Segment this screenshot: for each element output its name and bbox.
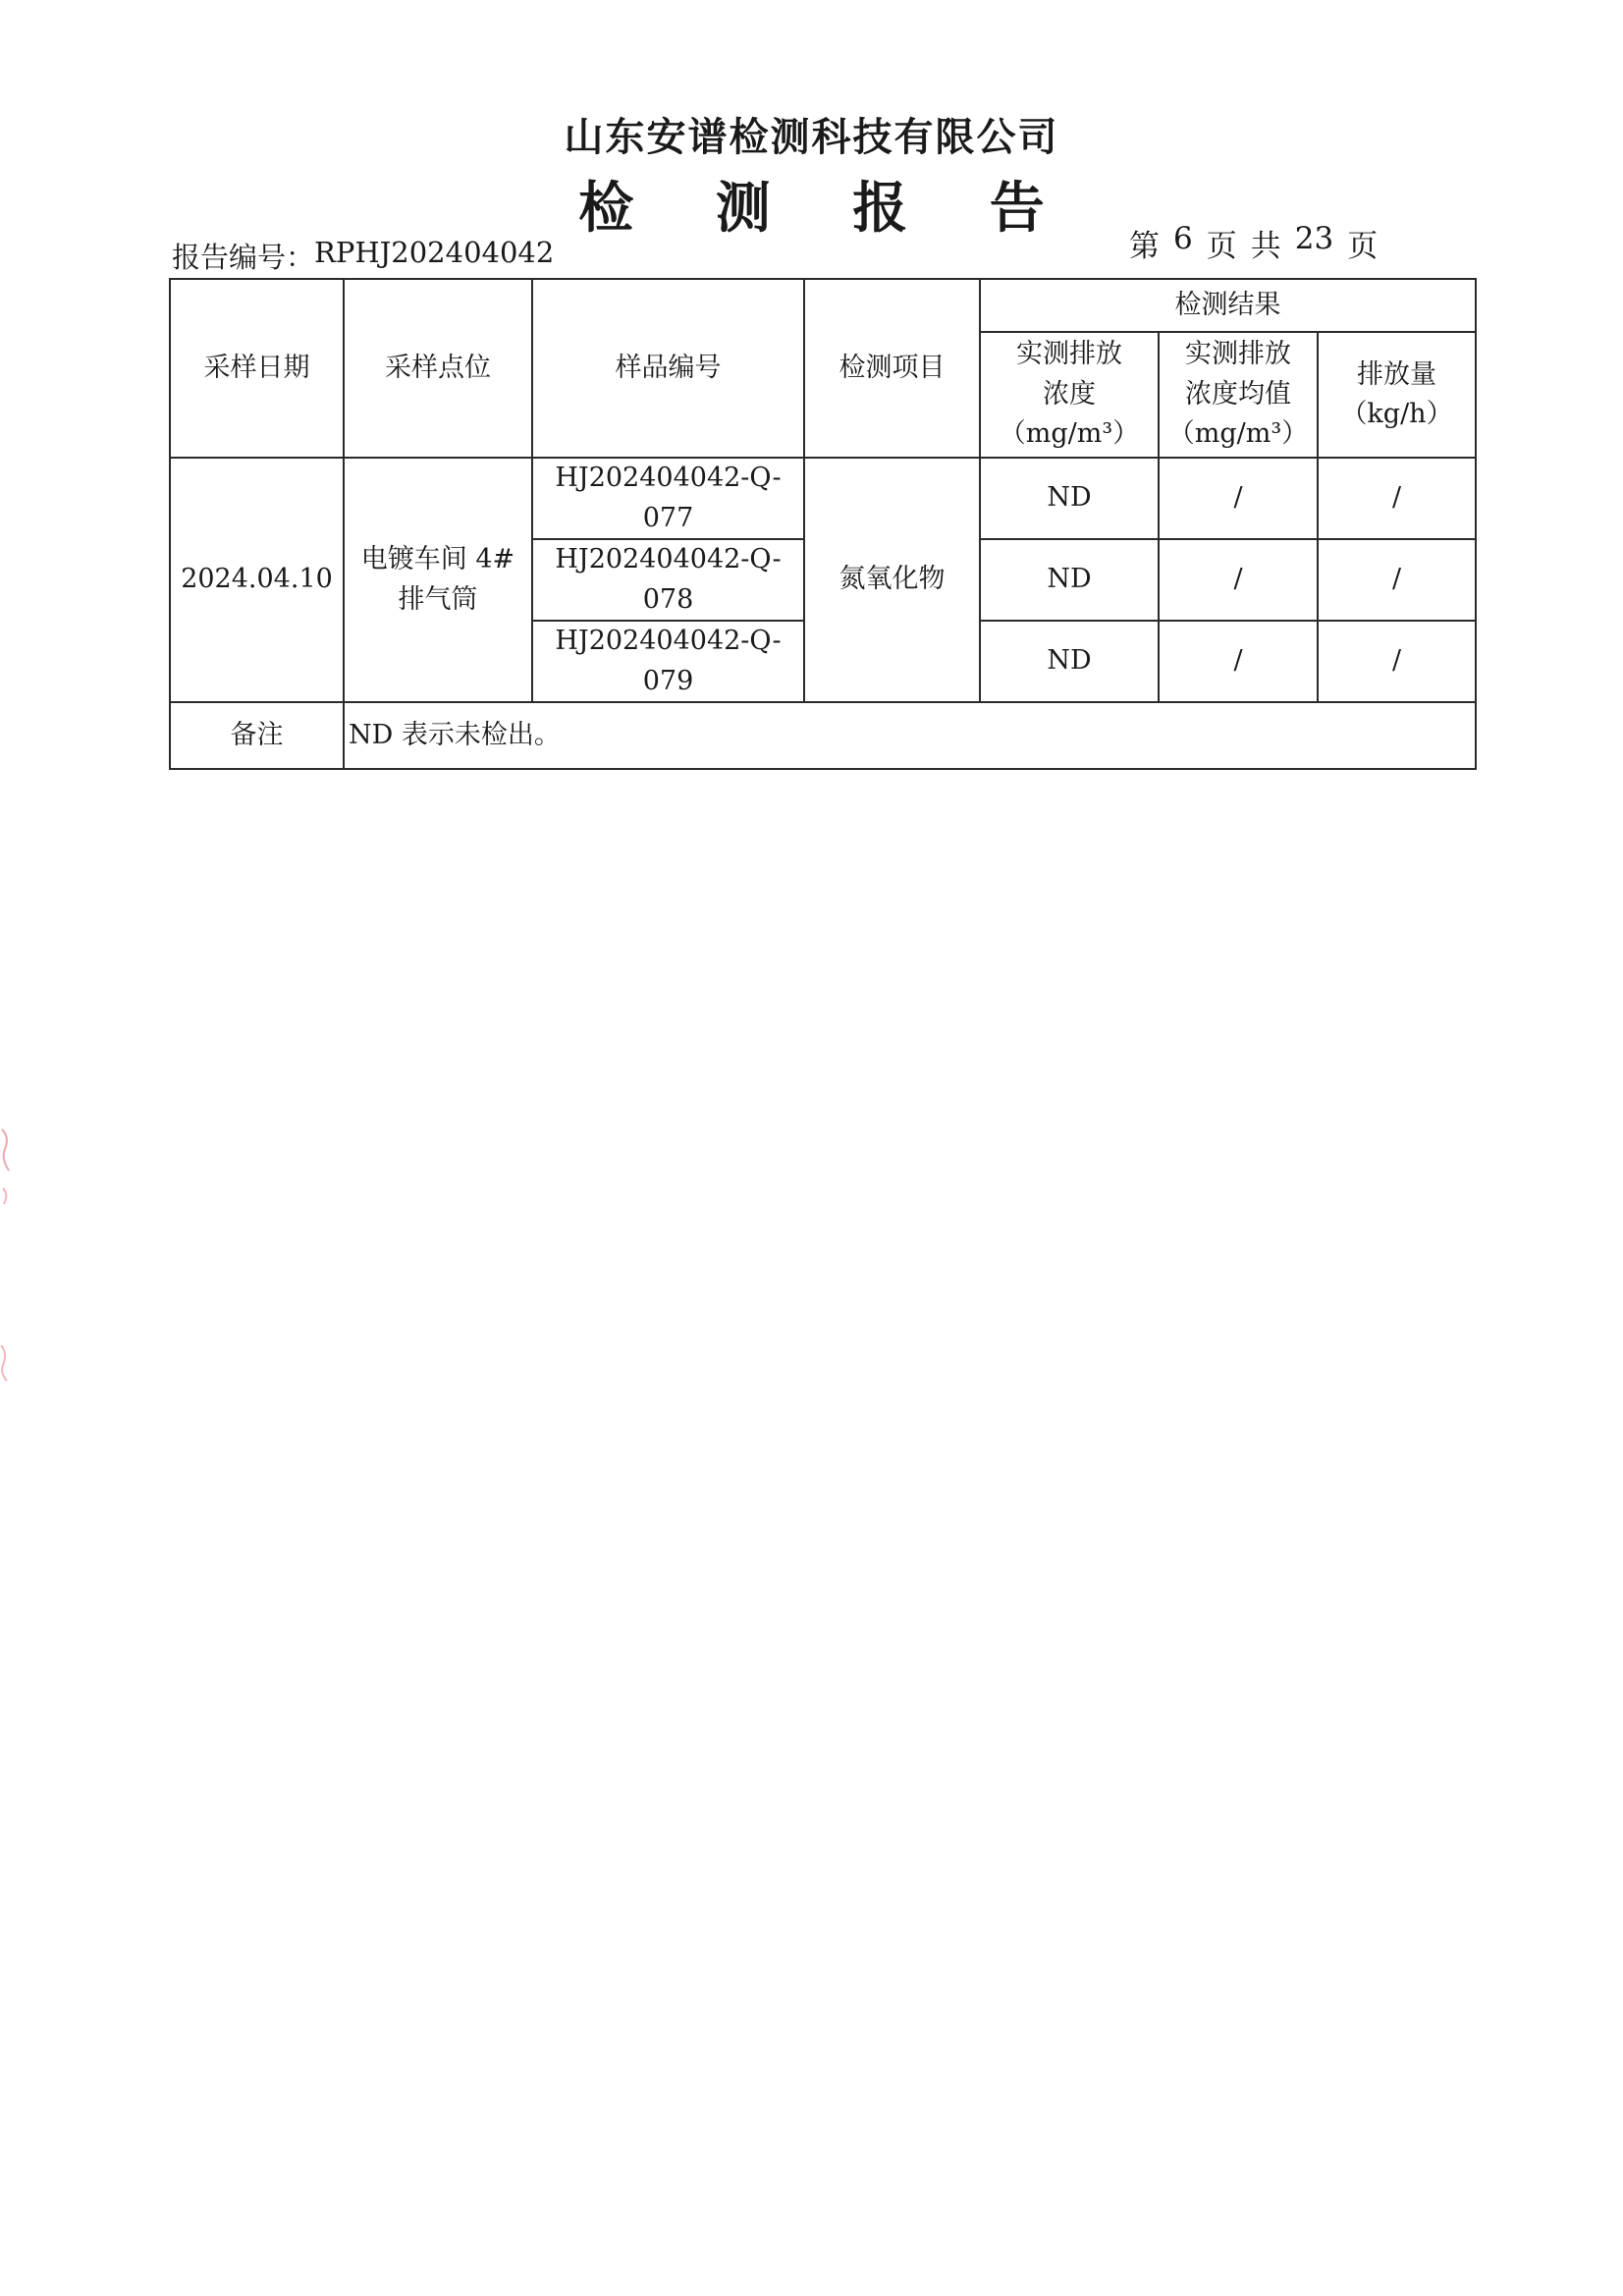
header-location: 采样点位 — [344, 279, 532, 458]
header-average-concentration — [1159, 332, 1318, 458]
note-label: 备注 — [170, 702, 344, 769]
cell-rate: / — [1318, 621, 1476, 702]
page-indicator-text: 第 — [1129, 229, 1160, 264]
table-header-row — [170, 279, 1476, 332]
header-emission-rate — [1318, 332, 1476, 458]
cell-average: / — [1159, 539, 1318, 621]
company-name: 山东安谱检测科技有限公司 — [564, 115, 1059, 160]
page-indicator-text: 页 — [1206, 229, 1237, 264]
cell-test-item: 氮氧化物 — [804, 458, 980, 702]
report-number — [172, 236, 554, 276]
seal-stamp-fragment — [0, 1120, 16, 1434]
note-text: ND 表示未检出。 — [344, 702, 1476, 769]
header-line: 排放量 — [1357, 358, 1436, 390]
page-indicator-text: 页 — [1347, 229, 1379, 264]
report-number-value: RPHJ202404042 — [314, 236, 555, 269]
results-table — [169, 278, 1477, 770]
page-indicator-text: 共 — [1250, 229, 1281, 264]
header-unit: （kg/h） — [1340, 399, 1453, 429]
cell-measured: ND — [980, 539, 1159, 621]
cell-sample-id: HJ202404042-Q-077 — [532, 458, 804, 539]
header-sample-id: 样品编号 — [532, 279, 804, 458]
total-page-count: 23 — [1294, 221, 1334, 256]
page-indicator — [1129, 221, 1378, 265]
cell-sampling-location: 电镀车间 4#排气筒 — [344, 458, 532, 702]
header-line: 实测排放 — [1016, 339, 1122, 370]
header-line: 浓度 — [1043, 378, 1096, 410]
cell-sample-id: HJ202404042-Q-079 — [532, 621, 804, 702]
cell-average: / — [1159, 458, 1318, 539]
cell-measured: ND — [980, 458, 1159, 539]
cell-rate: / — [1318, 458, 1476, 539]
cell-sample-id: HJ202404042-Q-078 — [532, 539, 804, 621]
header-unit: （mg/m³） — [999, 418, 1140, 450]
table-row — [170, 458, 1476, 539]
header-test-item: 检测项目 — [804, 279, 980, 458]
header-line: 实测排放 — [1185, 339, 1291, 370]
cell-measured: ND — [980, 621, 1159, 702]
report-number-label: 报告编号： — [172, 241, 315, 274]
header-results-group: 检测结果 — [980, 279, 1476, 332]
cell-rate: / — [1318, 539, 1476, 621]
header-measured-concentration — [980, 332, 1159, 458]
header-date: 采样日期 — [170, 279, 344, 458]
note-row — [170, 702, 1476, 769]
current-page-number: 6 — [1173, 221, 1193, 256]
cell-sampling-date: 2024.04.10 — [170, 458, 344, 702]
header-line: 浓度均值 — [1185, 378, 1291, 410]
document-title: 检 测 报 告 — [578, 177, 1076, 241]
header-unit: （mg/m³） — [1167, 418, 1309, 450]
cell-average: / — [1159, 621, 1318, 702]
